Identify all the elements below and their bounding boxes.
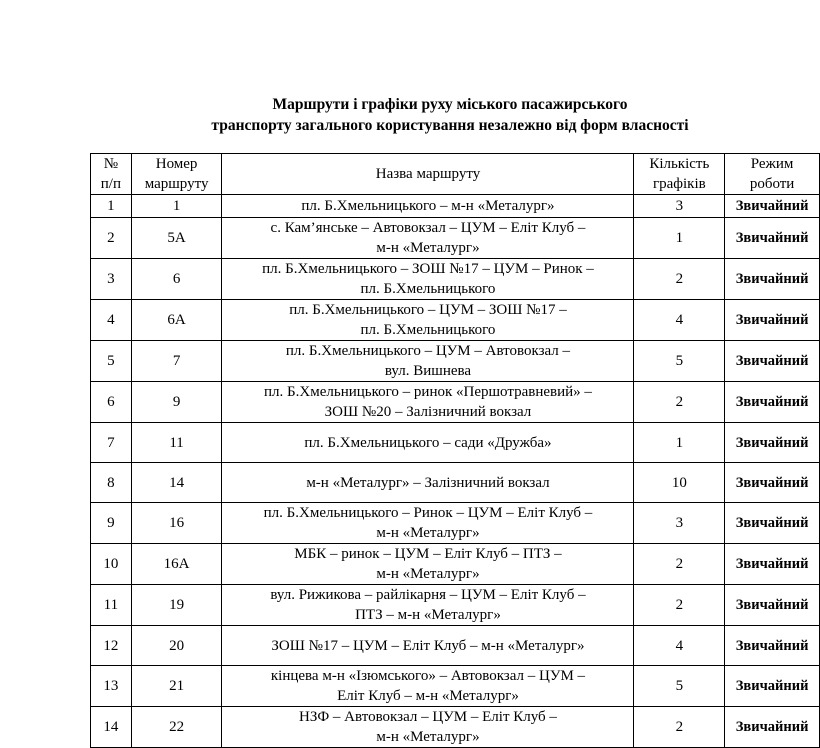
cell-route-name (222, 666, 634, 707)
cell-route-name (222, 544, 634, 585)
cell-row-number: 1 (91, 195, 132, 218)
cell-work-mode: Звичайний (725, 341, 820, 382)
cell-route-number: 16 (131, 503, 222, 544)
cell-work-mode: Звичайний (725, 218, 820, 259)
cell-route-name (222, 626, 634, 666)
table-row (91, 341, 820, 382)
route-name-line: вул. Вишнева (384, 363, 472, 379)
table-row (91, 259, 820, 300)
route-name-line: кінцева м-н «Ізюмського» – Автовокзал – ЦУМ – (270, 668, 586, 684)
route-name-line: м-н «Металург» (376, 729, 480, 745)
cell-schedules-count: 2 (634, 259, 725, 300)
route-name-line: пл. Б.Хмельницького – ЦУМ – Автовокзал – (285, 343, 571, 359)
cell-route-number: 16А (131, 544, 222, 585)
cell-route-name (222, 585, 634, 626)
cell-row-number: 3 (91, 259, 132, 300)
cell-work-mode: Звичайний (725, 423, 820, 463)
cell-schedules-count: 5 (634, 666, 725, 707)
cell-row-number: 11 (91, 585, 132, 626)
header-schedules (634, 154, 725, 195)
route-name-line: МБК – ринок – ЦУМ – Еліт Клуб – ПТЗ – (294, 546, 562, 562)
cell-work-mode: Звичайний (725, 544, 820, 585)
cell-work-mode: Звичайний (725, 707, 820, 748)
cell-route-name (222, 382, 634, 423)
cell-route-name (222, 707, 634, 748)
cell-route-name (222, 195, 634, 218)
table-row (91, 218, 820, 259)
cell-work-mode: Звичайний (725, 300, 820, 341)
header-num-line-1: № (103, 156, 119, 172)
table-header-row (91, 154, 820, 195)
cell-work-mode: Звичайний (725, 626, 820, 666)
title-line-2: транспорту загального користування незалежно від форм власності (211, 117, 689, 134)
cell-route-number: 22 (131, 707, 222, 748)
table-row (91, 666, 820, 707)
cell-work-mode: Звичайний (725, 463, 820, 503)
route-name-line: пл. Б.Хмельницького – ринок «Першотравневий» – (264, 384, 592, 400)
header-mode-line-2: роботи (749, 176, 795, 192)
cell-route-number: 21 (131, 666, 222, 707)
cell-work-mode: Звичайний (725, 382, 820, 423)
route-name-line: пл. Б.Хмельницького – м-н «Металург» (301, 198, 555, 214)
cell-work-mode: Звичайний (725, 195, 820, 218)
cell-schedules-count: 2 (634, 585, 725, 626)
cell-schedules-count: 10 (634, 463, 725, 503)
table-row (91, 300, 820, 341)
cell-work-mode: Звичайний (725, 585, 820, 626)
route-name-line: ЗОШ №17 – ЦУМ – Еліт Клуб – м-н «Металург» (271, 637, 585, 654)
header-schedules-line-1: Кількість (649, 156, 710, 172)
header-route-number (131, 154, 222, 195)
route-name-line: пл. Б.Хмельницького – ЗОШ №17 – ЦУМ – Ринок – (262, 261, 594, 277)
header-schedules-line-2: графіків (652, 176, 706, 192)
cell-schedules-count: 4 (634, 626, 725, 666)
route-name-line: м-н «Металург» (376, 240, 480, 256)
route-name-line: пл. Б.Хмельницького – Ринок – ЦУМ – Еліт Клуб – (263, 505, 593, 521)
header-route-number-line-2: маршруту (144, 176, 209, 192)
route-name-line: пл. Б.Хмельницького – ЦУМ – ЗОШ №17 – (289, 302, 567, 318)
route-name-line: ЗОШ №20 – Залізничний вокзал (324, 404, 532, 420)
header-num (91, 154, 132, 195)
cell-route-name (222, 300, 634, 341)
header-route-name: Назва маршруту (222, 154, 634, 195)
cell-work-mode: Звичайний (725, 666, 820, 707)
cell-schedules-count: 3 (634, 503, 725, 544)
route-name-line: Еліт Клуб – м-н «Металург» (337, 688, 519, 704)
cell-route-name (222, 423, 634, 463)
cell-route-number: 5А (131, 218, 222, 259)
cell-schedules-count: 1 (634, 423, 725, 463)
cell-schedules-count: 5 (634, 341, 725, 382)
cell-work-mode: Звичайний (725, 259, 820, 300)
cell-row-number: 5 (91, 341, 132, 382)
header-route-number-line-1: Номер (155, 156, 198, 172)
cell-route-name (222, 218, 634, 259)
cell-row-number: 6 (91, 382, 132, 423)
cell-schedules-count: 2 (634, 707, 725, 748)
cell-row-number: 10 (91, 544, 132, 585)
cell-route-number: 6 (131, 259, 222, 300)
table-row (91, 626, 820, 666)
cell-schedules-count: 2 (634, 544, 725, 585)
cell-route-number: 7 (131, 341, 222, 382)
table-row (91, 503, 820, 544)
cell-route-number: 20 (131, 626, 222, 666)
route-name-line: НЗФ – Автовокзал – ЦУМ – Еліт Клуб – (298, 709, 557, 725)
cell-route-number: 11 (131, 423, 222, 463)
table-row (91, 707, 820, 748)
cell-work-mode: Звичайний (725, 503, 820, 544)
cell-route-number: 14 (131, 463, 222, 503)
route-name-line: м-н «Металург» (376, 566, 480, 582)
cell-schedules-count: 3 (634, 195, 725, 218)
header-mode-line-1: Режим (750, 156, 794, 172)
cell-route-number: 19 (131, 585, 222, 626)
cell-row-number: 4 (91, 300, 132, 341)
header-mode (725, 154, 820, 195)
route-name-line: вул. Рижикова – райлікарня – ЦУМ – Еліт Клуб – (270, 587, 586, 603)
cell-route-name (222, 463, 634, 503)
table-row (91, 423, 820, 463)
cell-schedules-count: 1 (634, 218, 725, 259)
cell-route-name (222, 503, 634, 544)
cell-route-name (222, 341, 634, 382)
route-name-line: пл. Б.Хмельницького – сади «Дружба» (304, 434, 552, 451)
route-name-line: ПТЗ – м-н «Металург» (355, 607, 501, 623)
title-line-1: Маршрути і графіки руху міського пасажирського (272, 96, 628, 113)
cell-row-number: 9 (91, 503, 132, 544)
cell-row-number: 2 (91, 218, 132, 259)
document-title (0, 94, 820, 136)
cell-route-name (222, 259, 634, 300)
route-name-line: с. Кам’янське – Автовокзал – ЦУМ – Еліт Клуб – (270, 220, 586, 236)
cell-schedules-count: 2 (634, 382, 725, 423)
table-row (91, 463, 820, 503)
cell-row-number: 12 (91, 626, 132, 666)
cell-row-number: 14 (91, 707, 132, 748)
route-name-line: м-н «Металург» – Залізничний вокзал (306, 474, 550, 491)
table-row (91, 585, 820, 626)
cell-route-number: 9 (131, 382, 222, 423)
routes-table (90, 153, 820, 748)
route-name-line: м-н «Металург» (376, 525, 480, 541)
table-row (91, 382, 820, 423)
table-row (91, 195, 820, 218)
cell-row-number: 7 (91, 423, 132, 463)
cell-route-number: 1 (131, 195, 222, 218)
header-num-line-2: п/п (100, 176, 121, 192)
cell-row-number: 13 (91, 666, 132, 707)
cell-row-number: 8 (91, 463, 132, 503)
table-row (91, 544, 820, 585)
route-name-line: пл. Б.Хмельницького (360, 322, 496, 338)
route-name-line: пл. Б.Хмельницького (360, 281, 496, 297)
cell-route-number: 6А (131, 300, 222, 341)
cell-schedules-count: 4 (634, 300, 725, 341)
